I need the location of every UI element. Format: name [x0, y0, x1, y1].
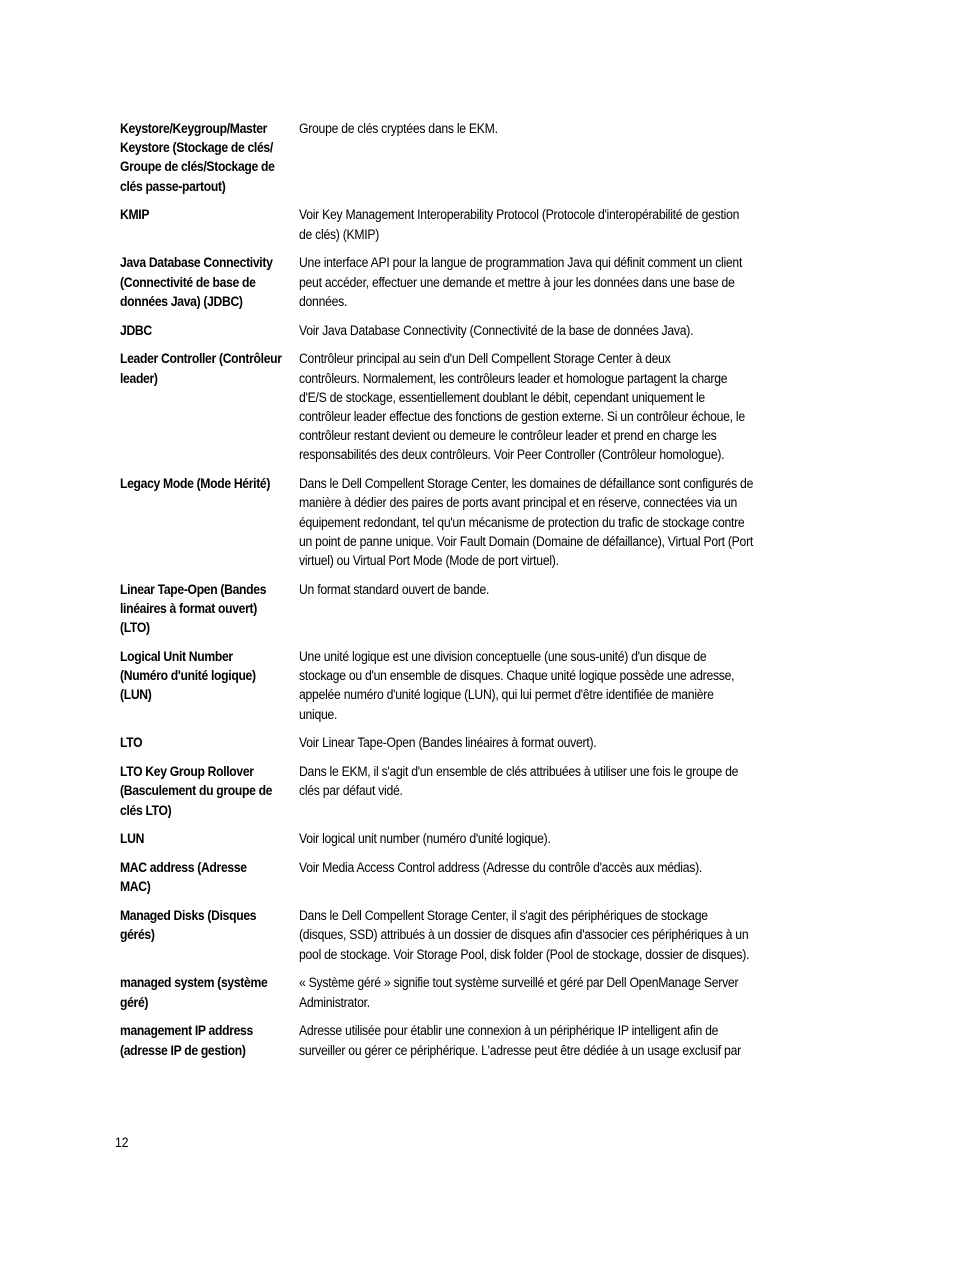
glossary-term: LUN	[120, 831, 145, 847]
glossary-term: Linear Tape-Open (Bandes linéaires à format ouvert) (LTO)	[120, 581, 267, 636]
glossary-entry-lto	[120, 733, 810, 752]
glossary-term: managed system (système géré)	[120, 975, 268, 1010]
glossary-definition: Adresse utilisée pour établir une connexion à un périphérique IP intelligent afin de surveiller ou gérer ce périphérique. L'adresse peut être dédiée à un usage exclusif par	[299, 1023, 741, 1058]
glossary-entry-logical-unit-number	[120, 647, 810, 724]
glossary-definition: « Système géré » signifie tout système surveillé et géré par Dell OpenManage Server Administrator.	[299, 975, 739, 1010]
glossary-entry-mac-address	[120, 858, 810, 896]
glossary-definition: Une unité logique est une division conceptuelle (une sous-unité) d'un disque de stockage ou d'un ensemble de disques. Chaque unité logique possède une adresse, appelée numéro d'unité logique (LUN), qui lui permet d'être identifiée de manière unique.	[299, 649, 735, 722]
glossary-entry-java-database-connectivity	[120, 253, 810, 311]
glossary-definition: Voir Media Access Control address (Adresse du contrôle d'accès aux médias).	[299, 860, 703, 876]
glossary-entry-management-ip-address	[120, 1021, 810, 1059]
glossary-term: MAC address (Adresse MAC)	[120, 860, 247, 895]
glossary-term: LTO Key Group Rollover (Basculement du groupe de clés LTO)	[120, 764, 273, 818]
glossary-term: Legacy Mode (Mode Hérité)	[120, 476, 271, 492]
glossary-definition: Dans le EKM, il s'agit d'un ensemble de clés attribuées à utiliser une fois le groupe de clés par défaut vidé.	[299, 764, 739, 799]
page-number: 12	[115, 1135, 129, 1150]
glossary-definition: Dans le Dell Compellent Storage Center, il s'agit des périphériques de stockage (disques, SSD) attribués à un dossier de disques afin d'associer ces périphériques à un pool de stockage. Voir Storage Pool, disk folder (Pool de stockage, dossier de disques).	[299, 908, 750, 962]
glossary-definition: Voir logical unit number (numéro d'unité logique).	[299, 831, 551, 847]
glossary-definition: Une interface API pour la langue de programmation Java qui définit comment un client peut accéder, effectuer une demande et mettre à jour les données dans une base de données.	[299, 255, 743, 309]
glossary-definition: Groupe de clés cryptées dans le EKM.	[299, 121, 498, 136]
glossary-definition: Voir Key Management Interoperability Protocol (Protocole d'interopérabilité de gestion de clés) (KMIP)	[299, 207, 740, 242]
glossary-entry-legacy-mode	[120, 474, 810, 570]
glossary-term: Java Database Connectivity (Connectivité de base de données Java) (JDBC)	[120, 255, 273, 309]
glossary-definition: Voir Java Database Connectivity (Connectivité de la base de données Java).	[299, 322, 694, 338]
glossary-entry-jdbc	[120, 321, 810, 340]
glossary-definition: Un format standard ouvert de bande.	[299, 581, 490, 597]
glossary-term: Keystore/Keygroup/Master Keystore (Stockage de clés/ Groupe de clés/Stockage de clés passe-partout)	[120, 121, 275, 194]
glossary-entry-managed-disks	[120, 906, 810, 964]
glossary-definition: Contrôleur principal au sein d'un Dell Compellent Storage Center à deux contrôleurs. Normalement, les contrôleurs leader et homologue partagent la charge d'E/S de stockage, essentiellement doublant le débit, cependant uniquement le contrôleur leader effectue des fonctions de gestion externe. Si un contrôleur échoue, le contrôleur restant devient ou demeure le contrôleur leader et prend en charge les responsabilités des deux contrôleurs. Voir Peer Controller (Contrôleur homologue).	[299, 351, 745, 463]
glossary-entry-lto-key-group-rollover	[120, 762, 810, 820]
glossary-entry-managed-system	[120, 973, 810, 1011]
glossary-term: JDBC	[120, 322, 152, 338]
glossary-term: KMIP	[120, 207, 150, 223]
glossary-term: LTO	[120, 735, 143, 751]
glossary-term: Logical Unit Number (Numéro d'unité logique) (LUN)	[120, 649, 256, 703]
glossary-term: management IP address (adresse IP de gestion)	[120, 1023, 253, 1058]
glossary-term: Managed Disks (Disques gérés)	[120, 908, 257, 943]
glossary-entry-lun	[120, 829, 810, 848]
glossary-term: Leader Controller (Contrôleur leader)	[120, 351, 282, 386]
glossary-entry-leader-controller	[120, 349, 810, 464]
glossary-definition: Voir Linear Tape-Open (Bandes linéaires à format ouvert).	[299, 735, 597, 751]
glossary-entry-kmip	[120, 205, 810, 243]
glossary-entry-keystore	[120, 119, 810, 196]
glossary-definition: Dans le Dell Compellent Storage Center, les domaines de défaillance sont configurés de manière à dédier des paires de ports avant principal et en réserve, connectées via un équipement redondant, tel qu'un mécanisme de protection du trafic de stockage contre un point de panne unique. Voir Fault Domain (Domaine de défaillance), Virtual Port (Port virtuel) ou Virtual Port Mode (Mode de port virtuel).	[299, 476, 754, 569]
glossary-list	[120, 119, 810, 1069]
glossary-entry-linear-tape-open	[120, 580, 810, 638]
